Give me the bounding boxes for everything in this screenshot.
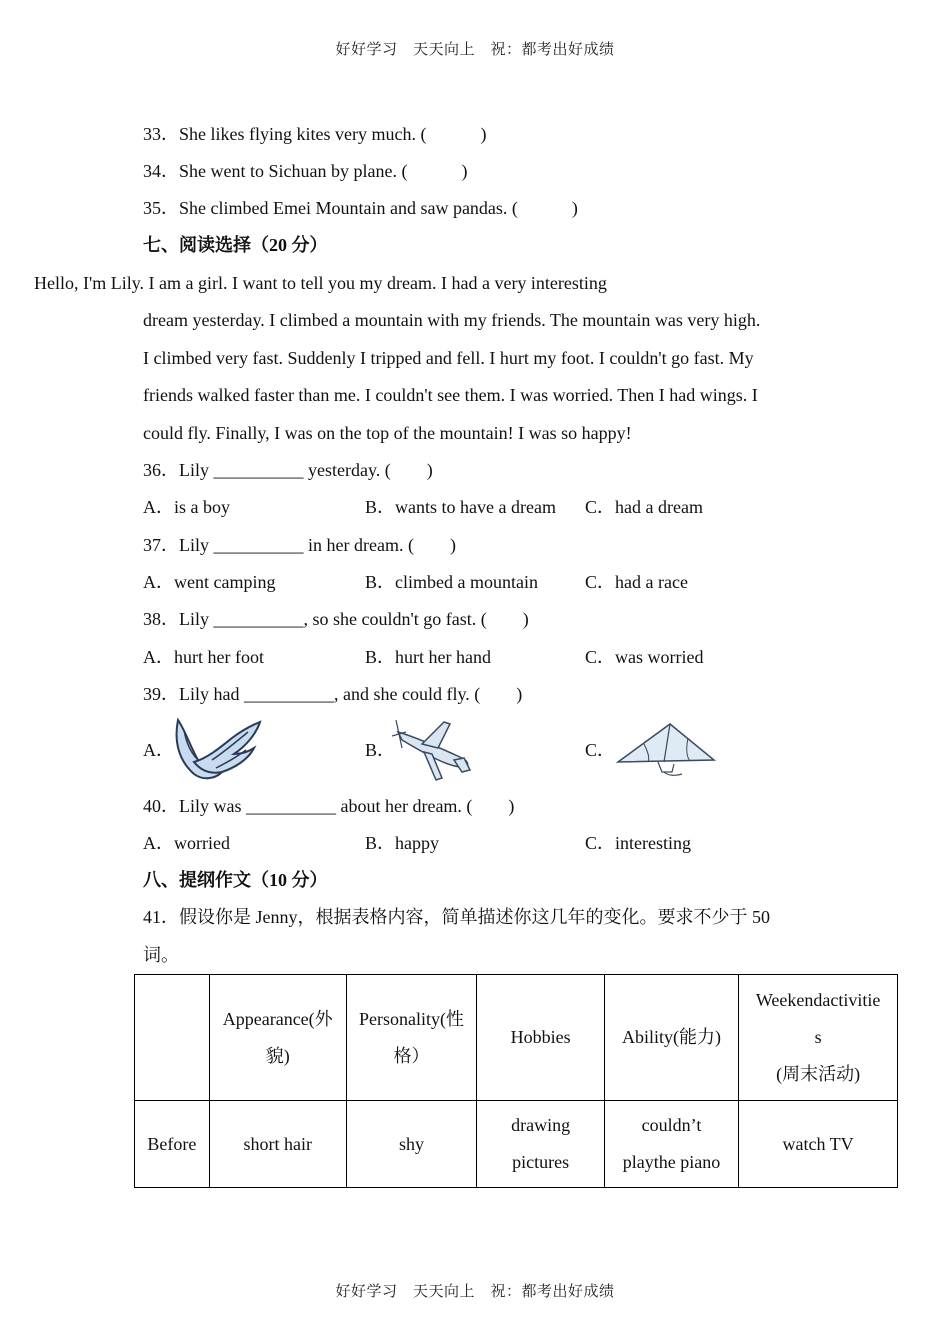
passage-line: I climbed very fast. Suddenly I tripped and fell. I hurt my foot. I couldn't go fast. My bbox=[143, 348, 754, 368]
airplane-icon bbox=[392, 714, 474, 784]
table-cell: couldn’t playthe piano bbox=[604, 1101, 738, 1188]
table-cell: short hair bbox=[209, 1101, 346, 1188]
q37-option-c: C．had a race bbox=[585, 572, 688, 592]
writing-prompt-line-1: 41．假设你是 Jenny，根据表格内容，简单描述你这几年的变化。要求不少于 50 bbox=[143, 907, 770, 927]
table-cell: shy bbox=[346, 1101, 477, 1188]
judge-item-35: 35．She climbed Emei Mountain and saw pandas. ( ) bbox=[143, 198, 578, 218]
table-header-weekend-activities: Weekendactivitie s (周末活动) bbox=[739, 975, 898, 1101]
table-header-row bbox=[135, 975, 898, 1101]
page-footer: 好好学习 天天向上 祝：都考出好成绩 bbox=[335, 1284, 615, 1300]
table-cell: drawing pictures bbox=[477, 1101, 604, 1188]
judge-item-34: 34．She went to Sichuan by plane. ( ) bbox=[143, 161, 468, 181]
question-37-stem: 37．Lily __________ in her dream. ( ) bbox=[143, 535, 456, 555]
q40-option-c: C．interesting bbox=[585, 833, 691, 853]
comparison-table bbox=[134, 974, 898, 1188]
question-39-stem: 39．Lily had __________, and she could fly. ( ) bbox=[143, 684, 523, 704]
section-7-title: 七、阅读选择（20 分） bbox=[143, 235, 328, 255]
table-header-personality: Personality(性 格） bbox=[346, 975, 477, 1101]
passage-line: Hello, I'm Lily. I am a girl. I want to tell you my dream. I had a very interesting bbox=[34, 273, 607, 293]
passage-line: friends walked faster than me. I couldn't see them. I was worried. Then I had wings. I bbox=[143, 385, 758, 405]
q39-option-b: B． bbox=[365, 740, 396, 760]
q38-option-b: B．hurt her hand bbox=[365, 647, 491, 667]
page-header: 好好学习 天天向上 祝：都考出好成绩 bbox=[335, 42, 615, 58]
writing-prompt-line-2: 词。 bbox=[143, 945, 179, 965]
hang-glider-icon bbox=[614, 720, 718, 780]
table-cell-before: Before bbox=[135, 1101, 210, 1188]
question-40-stem: 40．Lily was __________ about her dream. ( ) bbox=[143, 796, 515, 816]
table-header-hobbies: Hobbies bbox=[477, 975, 604, 1101]
table-header-appearance: Appearance(外 貌) bbox=[209, 975, 346, 1101]
q36-option-c: C．had a dream bbox=[585, 497, 703, 517]
q39-option-c: C． bbox=[585, 740, 616, 760]
section-8-title: 八、提纲作文（10 分） bbox=[143, 870, 328, 890]
q36-option-a: A．is a boy bbox=[143, 497, 230, 517]
q36-option-b: B．wants to have a dream bbox=[365, 497, 556, 517]
q40-option-b: B．happy bbox=[365, 833, 439, 853]
q39-option-a: A． bbox=[143, 740, 174, 760]
judge-item-33: 33．She likes flying kites very much. ( ) bbox=[143, 124, 487, 144]
table-header-ability: Ability(能力) bbox=[604, 975, 738, 1101]
q38-option-c: C．was worried bbox=[585, 647, 704, 667]
passage-line: dream yesterday. I climbed a mountain with my friends. The mountain was very high. bbox=[143, 310, 761, 330]
passage-line: could fly. Finally, I was on the top of the mountain! I was so happy! bbox=[143, 423, 632, 443]
q37-option-a: A．went camping bbox=[143, 572, 276, 592]
wings-icon bbox=[172, 716, 264, 784]
table-cell: watch TV bbox=[739, 1101, 898, 1188]
q40-option-a: A．worried bbox=[143, 833, 230, 853]
table-row bbox=[135, 1101, 898, 1188]
question-36-stem: 36．Lily __________ yesterday. ( ) bbox=[143, 460, 433, 480]
q37-option-b: B．climbed a mountain bbox=[365, 572, 538, 592]
table-cell bbox=[135, 975, 210, 1101]
q38-option-a: A．hurt her foot bbox=[143, 647, 264, 667]
question-38-stem: 38．Lily __________, so she couldn't go fast. ( ) bbox=[143, 609, 529, 629]
